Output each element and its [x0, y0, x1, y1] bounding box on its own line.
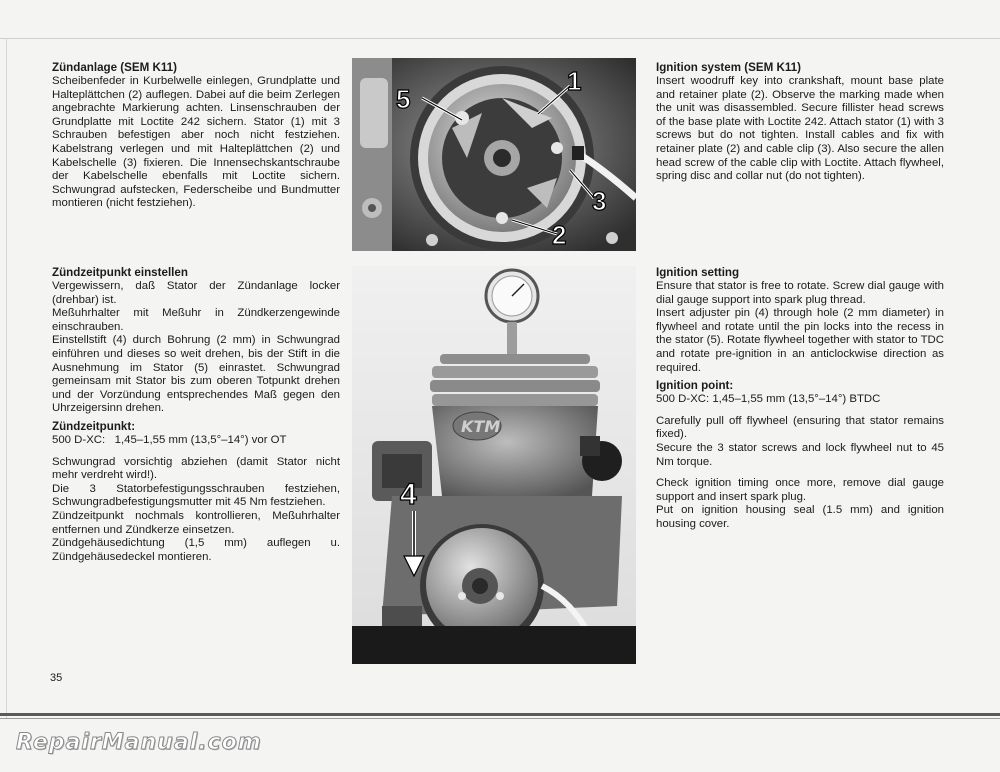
page-number: 35 [50, 672, 63, 684]
english-ignition-point-heading: Ignition point: [656, 379, 734, 393]
callout-3: 3 [592, 186, 607, 216]
german-section2-heading: Zündzeitpunkt einstellen [52, 266, 188, 279]
stator-photo-drawing [352, 58, 636, 251]
english-section2-heading: Ignition setting [656, 266, 740, 279]
callout-5: 5 [396, 84, 411, 114]
german-section2-p3: Einstellstift (4) durch Bohrung (2 mm) in Schwungrad einführen und dieses so weit drehen, bis der Stift in die Ausnehmung im Stator (5) einrastet. Schwungrad gemeinsam mit Stator bis zum oberen Totpunkt drehen und der Vorzündung entsprechendes Maß gegen den Uhrzeigersinn drehen. [52, 334, 340, 415]
german-section2-p2: Meßuhrhalter mit Meßuhr in Zündkerzengewinde einschrauben. [52, 307, 340, 333]
german-ignition-point-spec: 500 D-XC: 1,45–1,55 mm (13,5°–14°) vor OT [52, 433, 287, 446]
english-section1-body: Insert woodruff key into crankshaft, mount base plate and retainer plate (2). Observe the marking made when the unit was disassembled. Secure fillister head screws of the base plate with Loctite 242. Attach stator (1) with 3 screws but do not tighten. Install cables and fix with retainer plate (2) and cable clip (3). Also secure the allen head screw of the cable clip with Loctite. Attach flywheel, spring disc and collar nut (do not tighten). [656, 75, 944, 183]
german-section2-p1: Vergewissern, daß Stator der Zündanlage locker (drehbar) ist. [52, 280, 340, 306]
german-ignition-point-heading: Zündzeitpunkt: [52, 419, 136, 433]
german-section2-p6: Zündzeitpunkt nochmals kontrollieren, Meßuhrhalter entfernen und Zündkerze einsetzen. [52, 509, 340, 536]
english-section2-p1: Ensure that stator is free to rotate. Screw dial gauge with dial gauge support into spark plug thread. [656, 280, 944, 306]
english-section2-p4: Secure the 3 stator screws and lock flywheel nut to 45 Nm torque. [656, 441, 944, 468]
english-ignition-setting-section [656, 266, 944, 532]
german-section2-p4: Schwungrad vorsichtig abziehen (damit Stator nicht mehr verdreht wird!). [52, 455, 340, 482]
german-section2-p5: Die 3 Statorbefestigungsschrauben festziehen, Schwungradbefestigungsmutter mit 45 Nm festziehen. [52, 482, 340, 509]
english-section2-p5: Check ignition timing once more, remove dial gauge support and insert spark plug. [656, 477, 944, 503]
german-section1-body: Scheibenfeder in Kurbelwelle einlegen, Grundplatte und Halteplättchen (2) auflegen. Dabei auf die beim Zerlegen angebrachte Markierung achten. Linsenschrauben der Grundplatte mit Loctite 242 sichern. Stator (1) mit 3 Schrauben befestigen aber noch nicht festziehen. Kabelstrang verlegen und mit Halteplättchen (2) und Kabelschelle (3) fixieren. Die Innensechskantschraube der Kabelschelle ebenfalls mit Loctite sichern. Schwungrad aufstecken, Federscheibe und Bundmutter montieren (nicht festziehen). [52, 75, 340, 210]
english-section1-heading: Ignition system (SEM K11) [656, 61, 801, 74]
callout-1: 1 [567, 66, 582, 96]
bottom-rule [0, 713, 1000, 716]
bottom-rule-thin [0, 718, 1000, 719]
stator-photo [352, 58, 636, 251]
english-section2-p2: Insert adjuster pin (4) through hole (2 mm diameter) in flywheel and rotate until the pin locks into the recess in the stator (5). Rotate flywheel together with stator to TDC and rotate pre-ignition in an anticlockwise direction as required. [656, 307, 944, 374]
german-section2-p7: Zündgehäusedichtung (1,5 mm) auflegen u. Zündgehäusedeckel montieren. [52, 537, 340, 563]
english-section2-p3: Carefully pull off flywheel (ensuring that stator remains fixed). [656, 414, 944, 441]
german-section1-heading: Zündanlage (SEM K11) [52, 61, 177, 74]
left-edge-line [6, 38, 7, 718]
ktm-logo: KTM [461, 417, 501, 436]
repairmanual-watermark: RepairManual.com [16, 730, 262, 755]
english-ignition-point-spec: 500 D-XC: 1,45–1,55 mm (13,5°–14°) BTDC [656, 393, 881, 406]
callout-2: 2 [552, 220, 567, 250]
engine-photo-drawing [352, 266, 636, 664]
english-ignition-system-section [656, 61, 944, 184]
german-ignition-setting-section [52, 266, 340, 564]
german-ignition-system-section [52, 61, 340, 211]
english-section2-p6: Put on ignition housing seal (1.5 mm) and ignition housing cover. [656, 504, 944, 530]
callout-4: 4 [400, 478, 417, 511]
top-rule [0, 38, 1000, 39]
engine-photo [352, 266, 636, 664]
